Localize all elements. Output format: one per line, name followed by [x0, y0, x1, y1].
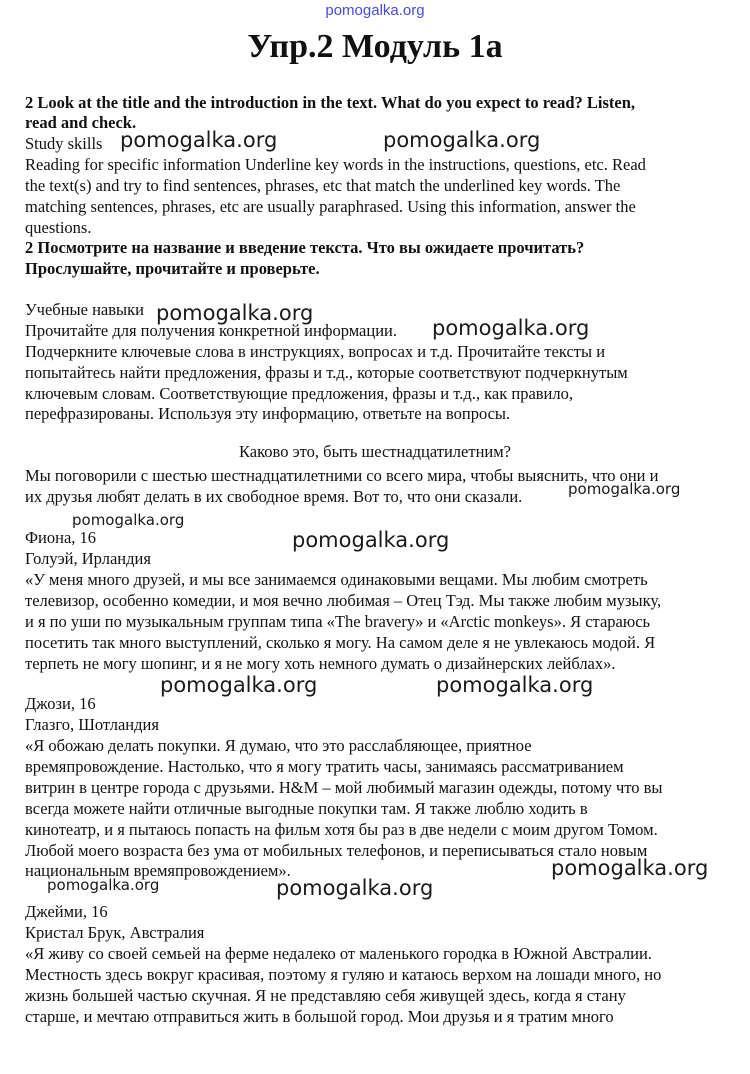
task-ru-line-2: Прослушайте, прочитайте и проверьте. [25, 259, 320, 278]
watermark: pomogalka.org [568, 480, 681, 498]
quote-line: старше, и мечтаю отправиться жить в большой город. Мои друзья и я тратим много [25, 1007, 614, 1026]
skills-ru-label: Учебные навыки [25, 300, 144, 319]
watermark: pomogalka.org [72, 511, 185, 529]
study-skills-label: Study skills [25, 134, 103, 153]
watermark: pomogalka.org [292, 528, 450, 552]
article-heading: Каково это, быть шестнадцатилетним? [239, 442, 511, 461]
study-skills-text-1: Reading for specific information Underline key words in the instructions, questions, etc. Read [25, 155, 646, 174]
skills-ru-text-3: попытайтесь найти предложения, фразы и т.д., которые соответствуют подчеркнутым [25, 363, 628, 382]
article-intro-2: их друзья любят делать в их свободное время. Вот то, что они сказали. [25, 487, 523, 506]
watermark: pomogalka.org [120, 128, 278, 152]
watermark: pomogalka.org [432, 316, 590, 340]
watermark: pomogalka.org [47, 876, 160, 894]
study-skills-text-3: matching sentences, phrases, etc are usually paraphrased. Using this information, answer the [25, 197, 636, 216]
skills-ru-text-5: перефразированы. Используя эту информацию, ответьте на вопросы. [25, 404, 511, 423]
study-skills-text-4: questions. [25, 218, 92, 237]
task-en-line-1: 2 Look at the title and the introduction in the text. What do you expect to read? Listen, [25, 93, 636, 112]
quote-line: «Я обожаю делать покупки. Я думаю, что это расслабляющее, приятное [25, 736, 532, 755]
watermark: pomogalka.org [383, 128, 541, 152]
skills-ru-text-2: Подчеркните ключевые слова в инструкциях, вопросах и т.д. Прочитайте тексты и [25, 342, 606, 361]
study-skills-text-2: the text(s) and try to find sentences, phrases, etc that match the underlined key words. The [25, 176, 621, 195]
quote-line: витрин в центре города с друзьями. H&M – мой любимый магазин одежды, потому что вы [25, 778, 663, 797]
quote-line: кинотеатр, и я пытаюсь попасть на фильм хотя бы раз в две недели с моим другом Томом. [25, 820, 658, 839]
skills-ru-text-1: Прочитайте для получения конкретной информации. [25, 321, 397, 340]
watermark: pomogalka.org [436, 673, 594, 697]
quote-line: жизнь большей частью скучная. Я не представляю себя живущей здесь, когда я стану [25, 986, 626, 1005]
person-name: Джози, 16 [25, 694, 96, 713]
person-place: Глазго, Шотландия [25, 715, 159, 734]
watermark: pomogalka.org [551, 856, 709, 880]
site-watermark-header: pomogalka.org [325, 2, 425, 19]
quote-line: телевизор, особенно комедии, и моя вечно любимая – Отец Тэд. Мы также любим музыку, [25, 591, 662, 610]
person-place: Голуэй, Ирландия [25, 549, 151, 568]
task-en-line-2: read and check. [25, 113, 137, 132]
quote-line: и я по уши по музыкальным группам типа «The bravery» и «Arctic monkeys». Я стараюсь [25, 612, 651, 631]
person-name: Фиона, 16 [25, 528, 97, 547]
article-intro-1: Мы поговорили с шестью шестнадцатилетними со всего мира, чтобы выяснить, что они и [25, 466, 659, 485]
person-name: Джейми, 16 [25, 902, 108, 921]
task-ru-line-1: 2 Посмотрите на название и введение текста. Что вы ожидаете прочитать? [25, 238, 585, 257]
watermark: pomogalka.org [160, 673, 318, 697]
quote-line: времяпровождение. Настолько, что я могу тратить часы, занимаясь рассматриванием [25, 757, 624, 776]
quote-line: всегда можете найти отличные выгодные покупки там. Я также люблю ходить в [25, 799, 588, 818]
quote-line: «У меня много друзей, и мы все занимаемся одинаковыми вещами. Мы любим смотреть [25, 570, 648, 589]
quote-line: терпеть не могу шопинг, и я не могу хоть немного думать о дизайнерских лейблах». [25, 654, 616, 673]
quote-line: Любой моего возраста без ума от мобильных телефонов, и переписываться стало новым [25, 841, 648, 860]
watermark: pomogalka.org [156, 301, 314, 325]
quote-line: национальным времяпровождением». [25, 861, 291, 880]
quote-line: «Я живу со своей семьей на ферме недалеко от маленького городка в Южной Австралии. [25, 944, 652, 963]
skills-ru-text-4: ключевым словам. Соответствующие предложения, фразы и т.д., как правило, [25, 384, 573, 403]
watermark: pomogalka.org [276, 876, 434, 900]
quote-line: Местность здесь вокруг красивая, поэтому я гуляю и катаюсь верхом на лошади много, но [25, 965, 662, 984]
page-title: Упр.2 Модуль 1а [247, 28, 503, 65]
person-place: Кристал Брук, Австралия [25, 923, 205, 942]
quote-line: посетить так много выступлений, сколько я могу. На самом деле я не увлекаюсь модой. Я [25, 633, 656, 652]
